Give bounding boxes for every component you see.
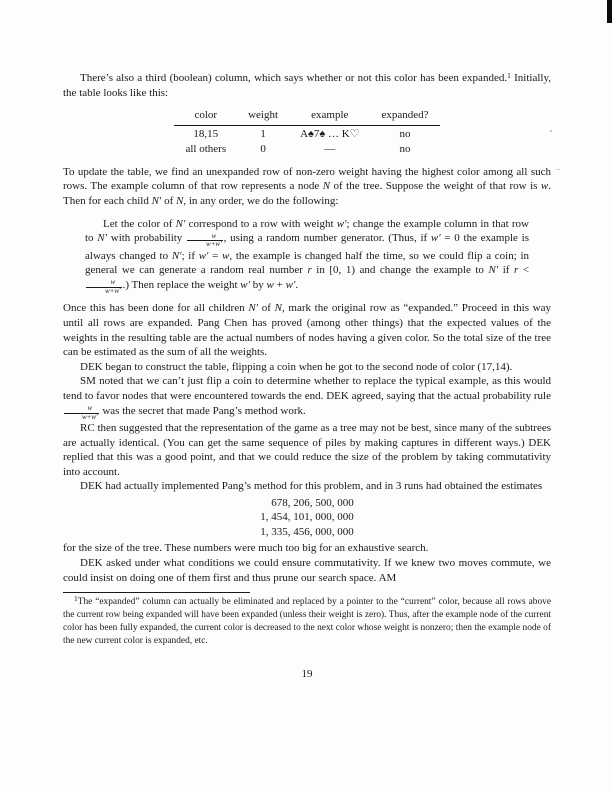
estimates-column (260, 496, 354, 539)
table-row (174, 125, 439, 141)
paragraph-dek-implemented: DEK had actually implemented Pang’s method for this problem, and in 3 runs had obtained the estimates (80, 480, 543, 493)
paragraph-once: Once this has been done for all children N′ of N, mark the original row as “expanded.” Proceed in this way until all rows are expanded. Pang Chen has proved (among other things) that the expected values of the weights in the resulting table are the actual numbers of nodes having a given color. So the total size of the tree can be estimated as the sum of all the weights. (63, 302, 551, 359)
estimates-block (63, 496, 551, 539)
cell-expanded: no (399, 143, 411, 156)
table-row (174, 141, 439, 157)
scan-speck (556, 169, 560, 170)
cell-expanded: no (399, 127, 411, 140)
estimate-line: 678, 206, 500, 000 (271, 496, 354, 509)
estimate-line: 1, 454, 101, 000, 000 (260, 511, 354, 524)
scan-artifact-corner (607, 0, 612, 23)
cell-color: all others (185, 143, 227, 156)
color-table (174, 108, 439, 157)
table-header-expanded: expanded? (371, 108, 440, 125)
estimate-line: 1, 335, 456, 000, 000 (260, 525, 354, 538)
table-header-row (174, 108, 439, 125)
paragraph-update: To update the table, we find an unexpanded row of non-zero weight having the highest color among all such rows. The example column of that row represents a node N of the tree. Suppose the weight of that row is w. Then for each child N′ of N, in any order, we do the following: (63, 165, 551, 207)
table-header-example: example (289, 108, 370, 125)
quote-block: Let the color of N′ correspond to a row with weight w′; change the example column in that row to N′ with probability $\frac{w}{w+w'}$ , using a random number generator. (Thus, if w′ = 0 the example is always changed to N′; if w′ = w, the example is changed half the time, so we could flip a coin; in general we can generate a random real number r in [0, 1) and change the example to N′ if r < $\frac{w}{w+w'}$ .) Then replace the weight w′ by w + w′. (85, 217, 530, 295)
page-content (63, 71, 551, 682)
cell-example: A♠7♠ … K♡ (300, 127, 360, 140)
paragraph-intro: There’s also a third (boolean) column, which says whether or not this color has been expanded.$^1$ Initially, the table looks like this: (63, 71, 551, 99)
paragraph-dek-began: DEK began to construct the table, flipping a coin when he got to the second node of color (17,14). (80, 360, 513, 373)
color-table-wrap (63, 108, 551, 157)
cell-weight: 1 (260, 127, 266, 140)
footnote-rule (63, 592, 250, 593)
table-header-weight: weight (237, 108, 289, 125)
table-header-color: color (174, 108, 237, 125)
footnote-text: $^1$The “expanded” column can actually be eliminated and replaced by a pointer to the “current” color, because all rows above the current row being expanded will have been expanded (unless their weight is zero). Thus, after the example node of the current color has been fully expanded, the current color is decreased to the next color whose weight is nonzero; then the example node of the new current color is expanded, etc. (63, 594, 551, 647)
paragraph-dek-asked: DEK asked under what conditions we could ensure commutativity. If we knew two moves commute, we could insist on doing one of them first and thus prune our search space. AM (63, 556, 551, 584)
page-number: 19 (301, 668, 313, 681)
paragraph-tree-size: for the size of the tree. These numbers were much too big for an exhaustive search. (63, 542, 429, 555)
paragraph-rc-suggested: RC then suggested that the representation of the game as a tree may not be best, since many of the subtrees are actually identical. (You can get the same sequence of piles by making captures in different ways.) DEK replied that this was a good point, and that we could reduce the size of the problem by taking commutativity into account. (63, 422, 551, 478)
cell-example: — (324, 143, 336, 156)
cell-color: 18,15 (193, 127, 219, 140)
cell-weight: 0 (260, 143, 266, 156)
paragraph-sm-noted: SM noted that we can’t just flip a coin to determine whether to replace the typical example, as this would tend to favor nodes that were encountered towards the end. DEK agreed, saying that the actual probability rule $\frac{w}{w+w'}$ was the secret that made Pang’s method work. (63, 375, 551, 421)
